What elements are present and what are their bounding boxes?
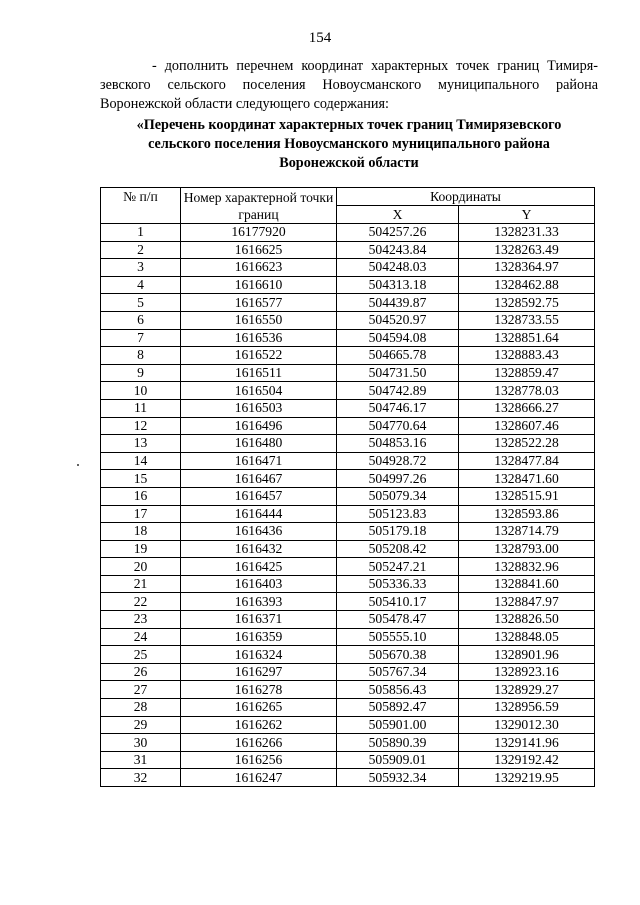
table-row bbox=[101, 505, 595, 523]
table-row bbox=[101, 751, 595, 769]
cell-num: 30 bbox=[101, 734, 181, 752]
cell-x: 504746.17 bbox=[337, 399, 459, 417]
cell-x: 504770.64 bbox=[337, 417, 459, 435]
header-coordinates: Координаты bbox=[337, 188, 595, 206]
cell-y: 1328901.96 bbox=[459, 646, 595, 664]
cell-y: 1328793.00 bbox=[459, 540, 595, 558]
cell-y: 1328522.28 bbox=[459, 435, 595, 453]
cell-y: 1328848.05 bbox=[459, 628, 595, 646]
cell-x: 504520.97 bbox=[337, 311, 459, 329]
table-row bbox=[101, 224, 595, 242]
header-y: Y bbox=[459, 206, 595, 224]
cell-x: 505247.21 bbox=[337, 558, 459, 576]
cell-y: 1328471.60 bbox=[459, 470, 595, 488]
cell-point: 1616247 bbox=[181, 769, 337, 787]
cell-point: 1616371 bbox=[181, 611, 337, 629]
cell-point: 1616471 bbox=[181, 452, 337, 470]
cell-y: 1328778.03 bbox=[459, 382, 595, 400]
cell-point: 1616536 bbox=[181, 329, 337, 347]
cell-y: 1328515.91 bbox=[459, 487, 595, 505]
table-row bbox=[101, 470, 595, 488]
cell-num: 24 bbox=[101, 628, 181, 646]
cell-num: 22 bbox=[101, 593, 181, 611]
cell-x: 504853.16 bbox=[337, 435, 459, 453]
table-row bbox=[101, 734, 595, 752]
cell-x: 504257.26 bbox=[337, 224, 459, 242]
cell-num: 3 bbox=[101, 259, 181, 277]
title-line: Воронежской области bbox=[279, 155, 419, 171]
cell-y: 1329141.96 bbox=[459, 734, 595, 752]
cell-point: 1616432 bbox=[181, 540, 337, 558]
table-row bbox=[101, 399, 595, 417]
cell-point: 1616403 bbox=[181, 575, 337, 593]
table-row bbox=[101, 311, 595, 329]
table-row bbox=[101, 452, 595, 470]
cell-point: 1616496 bbox=[181, 417, 337, 435]
cell-point: 1616467 bbox=[181, 470, 337, 488]
cell-y: 1328826.50 bbox=[459, 611, 595, 629]
cell-y: 1328666.27 bbox=[459, 399, 595, 417]
table-row bbox=[101, 628, 595, 646]
cell-y: 1328263.49 bbox=[459, 241, 595, 259]
cell-y: 1328956.59 bbox=[459, 699, 595, 717]
cell-y: 1328832.96 bbox=[459, 558, 595, 576]
cell-x: 504665.78 bbox=[337, 347, 459, 365]
intro-line: - дополнить перечнем координат характерных точек границ Тимиря- bbox=[152, 58, 598, 74]
cell-point: 1616504 bbox=[181, 382, 337, 400]
cell-num: 2 bbox=[101, 241, 181, 259]
cell-point: 1616444 bbox=[181, 505, 337, 523]
header-point: Номер характерной точки границ bbox=[181, 188, 337, 224]
table-row bbox=[101, 558, 595, 576]
cell-num: 5 bbox=[101, 294, 181, 312]
cell-y: 1328231.33 bbox=[459, 224, 595, 242]
cell-num: 16 bbox=[101, 487, 181, 505]
table-row bbox=[101, 716, 595, 734]
cell-x: 505123.83 bbox=[337, 505, 459, 523]
title-line: «Перечень координат характерных точек границ Тимирязевского bbox=[136, 117, 562, 133]
margin-dot bbox=[77, 464, 79, 466]
table-row bbox=[101, 575, 595, 593]
cell-point: 1616256 bbox=[181, 751, 337, 769]
cell-y: 1328733.55 bbox=[459, 311, 595, 329]
cell-y: 1328859.47 bbox=[459, 364, 595, 382]
cell-y: 1329012.30 bbox=[459, 716, 595, 734]
table-row bbox=[101, 435, 595, 453]
table-header bbox=[101, 188, 595, 224]
cell-num: 12 bbox=[101, 417, 181, 435]
cell-x: 504731.50 bbox=[337, 364, 459, 382]
cell-y: 1328841.60 bbox=[459, 575, 595, 593]
cell-x: 505179.18 bbox=[337, 523, 459, 541]
cell-x: 505892.47 bbox=[337, 699, 459, 717]
cell-num: 25 bbox=[101, 646, 181, 664]
cell-x: 504248.03 bbox=[337, 259, 459, 277]
cell-x: 504928.72 bbox=[337, 452, 459, 470]
cell-num: 21 bbox=[101, 575, 181, 593]
cell-num: 32 bbox=[101, 769, 181, 787]
cell-num: 27 bbox=[101, 681, 181, 699]
title-line: сельского поселения Новоусманского муниципального района bbox=[148, 136, 550, 152]
table-row bbox=[101, 487, 595, 505]
cell-x: 505478.47 bbox=[337, 611, 459, 629]
cell-point: 1616625 bbox=[181, 241, 337, 259]
coordinates-table bbox=[100, 187, 595, 787]
cell-y: 1328607.46 bbox=[459, 417, 595, 435]
cell-num: 28 bbox=[101, 699, 181, 717]
table-row bbox=[101, 663, 595, 681]
cell-point: 1616266 bbox=[181, 734, 337, 752]
cell-num: 6 bbox=[101, 311, 181, 329]
cell-num: 15 bbox=[101, 470, 181, 488]
cell-y: 1328923.16 bbox=[459, 663, 595, 681]
cell-x: 505909.01 bbox=[337, 751, 459, 769]
intro-paragraph bbox=[100, 57, 598, 114]
cell-point: 1616359 bbox=[181, 628, 337, 646]
cell-point: 1616324 bbox=[181, 646, 337, 664]
cell-y: 1329192.42 bbox=[459, 751, 595, 769]
table-row bbox=[101, 382, 595, 400]
cell-y: 1329219.95 bbox=[459, 769, 595, 787]
cell-x: 505670.38 bbox=[337, 646, 459, 664]
cell-num: 23 bbox=[101, 611, 181, 629]
header-x: X bbox=[337, 206, 459, 224]
table-body bbox=[101, 224, 595, 787]
table-row bbox=[101, 417, 595, 435]
cell-x: 504997.26 bbox=[337, 470, 459, 488]
cell-point: 1616262 bbox=[181, 716, 337, 734]
table-row bbox=[101, 646, 595, 664]
cell-x: 505079.34 bbox=[337, 487, 459, 505]
table-row bbox=[101, 769, 595, 787]
cell-y: 1328593.86 bbox=[459, 505, 595, 523]
intro-line: зевского сельского поселения Новоусманского муниципального района bbox=[100, 77, 598, 93]
cell-x: 504594.08 bbox=[337, 329, 459, 347]
table-row bbox=[101, 294, 595, 312]
cell-num: 8 bbox=[101, 347, 181, 365]
cell-point: 1616511 bbox=[181, 364, 337, 382]
cell-num: 14 bbox=[101, 452, 181, 470]
cell-x: 505208.42 bbox=[337, 540, 459, 558]
cell-x: 504313.18 bbox=[337, 276, 459, 294]
table-row bbox=[101, 593, 595, 611]
cell-y: 1328592.75 bbox=[459, 294, 595, 312]
table-row bbox=[101, 347, 595, 365]
cell-y: 1328851.64 bbox=[459, 329, 595, 347]
cell-num: 13 bbox=[101, 435, 181, 453]
cell-point: 1616425 bbox=[181, 558, 337, 576]
cell-point: 1616297 bbox=[181, 663, 337, 681]
cell-point: 1616436 bbox=[181, 523, 337, 541]
cell-x: 504439.87 bbox=[337, 294, 459, 312]
table-row bbox=[101, 699, 595, 717]
cell-point: 1616623 bbox=[181, 259, 337, 277]
cell-y: 1328462.88 bbox=[459, 276, 595, 294]
cell-y: 1328883.43 bbox=[459, 347, 595, 365]
cell-point: 1616522 bbox=[181, 347, 337, 365]
cell-num: 17 bbox=[101, 505, 181, 523]
table-row bbox=[101, 540, 595, 558]
header-num: № п/п bbox=[101, 188, 181, 224]
cell-x: 504243.84 bbox=[337, 241, 459, 259]
table-row bbox=[101, 681, 595, 699]
cell-num: 11 bbox=[101, 399, 181, 417]
cell-num: 26 bbox=[101, 663, 181, 681]
cell-num: 4 bbox=[101, 276, 181, 294]
cell-point: 1616480 bbox=[181, 435, 337, 453]
page-number: 154 bbox=[308, 30, 332, 46]
cell-x: 505901.00 bbox=[337, 716, 459, 734]
cell-num: 31 bbox=[101, 751, 181, 769]
cell-point: 1616457 bbox=[181, 487, 337, 505]
table-row bbox=[101, 276, 595, 294]
cell-x: 505890.39 bbox=[337, 734, 459, 752]
cell-num: 1 bbox=[101, 224, 181, 242]
cell-y: 1328477.84 bbox=[459, 452, 595, 470]
cell-point: 1616393 bbox=[181, 593, 337, 611]
table-row bbox=[101, 329, 595, 347]
cell-num: 19 bbox=[101, 540, 181, 558]
document-title bbox=[100, 116, 598, 173]
cell-y: 1328929.27 bbox=[459, 681, 595, 699]
cell-y: 1328714.79 bbox=[459, 523, 595, 541]
table-row bbox=[101, 241, 595, 259]
cell-point: 1616503 bbox=[181, 399, 337, 417]
table-row bbox=[101, 259, 595, 277]
cell-y: 1328847.97 bbox=[459, 593, 595, 611]
cell-num: 18 bbox=[101, 523, 181, 541]
cell-point: 1616610 bbox=[181, 276, 337, 294]
cell-x: 505932.34 bbox=[337, 769, 459, 787]
cell-point: 1616278 bbox=[181, 681, 337, 699]
cell-num: 20 bbox=[101, 558, 181, 576]
cell-num: 9 bbox=[101, 364, 181, 382]
cell-y: 1328364.97 bbox=[459, 259, 595, 277]
cell-point: 1616577 bbox=[181, 294, 337, 312]
cell-x: 505555.10 bbox=[337, 628, 459, 646]
cell-x: 505856.43 bbox=[337, 681, 459, 699]
cell-point: 16177920 bbox=[181, 224, 337, 242]
cell-x: 505767.34 bbox=[337, 663, 459, 681]
table-row bbox=[101, 611, 595, 629]
cell-num: 29 bbox=[101, 716, 181, 734]
cell-x: 504742.89 bbox=[337, 382, 459, 400]
table-row bbox=[101, 364, 595, 382]
cell-num: 7 bbox=[101, 329, 181, 347]
cell-point: 1616550 bbox=[181, 311, 337, 329]
table-row bbox=[101, 523, 595, 541]
cell-x: 505336.33 bbox=[337, 575, 459, 593]
cell-num: 10 bbox=[101, 382, 181, 400]
intro-line: Воронежской области следующего содержания: bbox=[100, 96, 389, 112]
cell-point: 1616265 bbox=[181, 699, 337, 717]
cell-x: 505410.17 bbox=[337, 593, 459, 611]
